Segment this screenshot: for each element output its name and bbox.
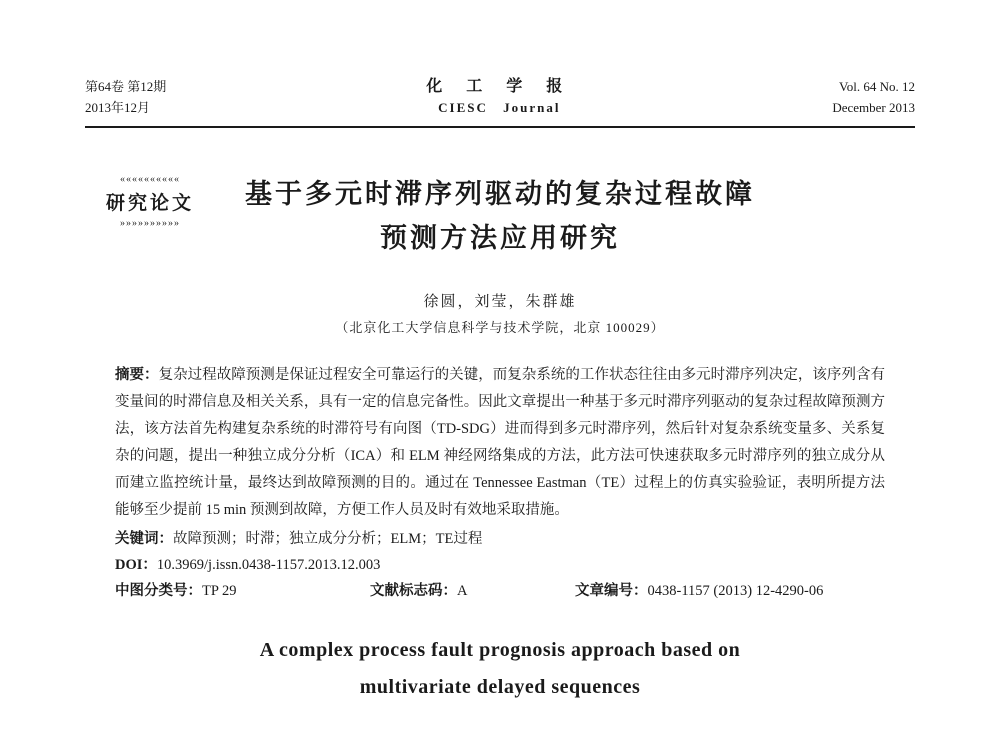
header-right-block: [832, 76, 915, 118]
article-id-segment: [575, 578, 885, 604]
badge-border-bottom-deco: »»»»»»»»»»: [120, 218, 180, 229]
doi-line: [115, 552, 885, 578]
article-title-cn-line2: 预测方法应用研究: [380, 223, 620, 253]
doc-code-label: 文献标志码：: [370, 583, 457, 599]
affiliation: （北京化工大学信息科学与技术学院，北京 100029）: [335, 320, 665, 335]
header-left-block: [85, 76, 166, 118]
keywords-text: 故障预测；时滞；独立成分分析；ELM；TE过程: [173, 531, 483, 547]
title-row: [85, 172, 915, 260]
date-cn: 2013年12月: [85, 100, 151, 115]
journal-title-cn: 化 工 学 报: [426, 78, 573, 95]
abstract-paragraph: [115, 362, 885, 524]
authors: 徐圆，刘莹，朱群雄: [423, 294, 577, 310]
doi-text: 10.3969/j.issn.0438-1157.2013.12.003: [156, 557, 381, 573]
header-divider: [85, 126, 915, 128]
abstract-text: 复杂过程故障预测是保证过程安全可靠运行的关键，而复杂系统的工作状态往往由多元时滞序列决定，该序列含有变量间的时滞信息及相关关系，具有一定的信息完备性。因此文章提出一种基于多元时滞序列驱动的复杂过程故障预测方法，该方法首先构建复杂系统的时滞符号有向图（TD-SDG）进而得到多元时滞序列，然后针对复杂系统变量多、关系复杂的问题，提出一种独立成分分析（ICA）和 ELM 神经网络集成的方法，此方法可快速获取多元时滞序列的独立成分从而建立监控统计量，最终达到故障预测的目的。通过在 Tennessee Eastman（TE）过程上的仿真实验验证，表明所提方法能够至少提前 15 min 预测到故障，方便工作人员及时有效地采取措施。: [115, 367, 886, 518]
doc-code-segment: [370, 578, 575, 604]
abstract-label: 摘要：: [115, 367, 159, 383]
article-type-label: 研究论文: [105, 193, 194, 214]
keywords-label: 关键词：: [115, 531, 173, 547]
date-en: December 2013: [832, 100, 915, 115]
journal-header: [85, 76, 915, 118]
doc-code-value: A: [457, 583, 468, 599]
keywords-line: [115, 526, 885, 552]
volume-issue-en: Vol. 64 No. 12: [839, 79, 915, 94]
volume-issue-cn: 第64卷 第12期: [85, 79, 167, 94]
article-title-en: [85, 632, 915, 706]
clc-label: 中图分类号：: [115, 583, 202, 599]
header-center-block: [426, 76, 572, 118]
clc-value: TP 29: [202, 583, 237, 599]
article-type-badge: [85, 174, 215, 230]
classification-line: [115, 578, 885, 604]
abstract-block: [115, 362, 885, 604]
page-content: [85, 76, 915, 706]
article-title-cn-line1: 基于多元时滞序列驱动的复杂过程故障: [245, 179, 755, 209]
badge-border-top-deco: ««««««««««: [120, 174, 180, 185]
doi-label: DOI：: [115, 557, 157, 573]
clc-segment: [115, 578, 370, 604]
article-id-value: 0438-1157 (2013) 12-4290-06: [647, 583, 824, 599]
article-title-en-line1: A complex process fault prognosis approach based on: [259, 639, 741, 661]
journal-title-en: CIESC Journal: [438, 100, 561, 115]
article-title-en-line2: multivariate delayed sequences: [359, 676, 641, 698]
article-id-label: 文章编号：: [575, 583, 648, 599]
